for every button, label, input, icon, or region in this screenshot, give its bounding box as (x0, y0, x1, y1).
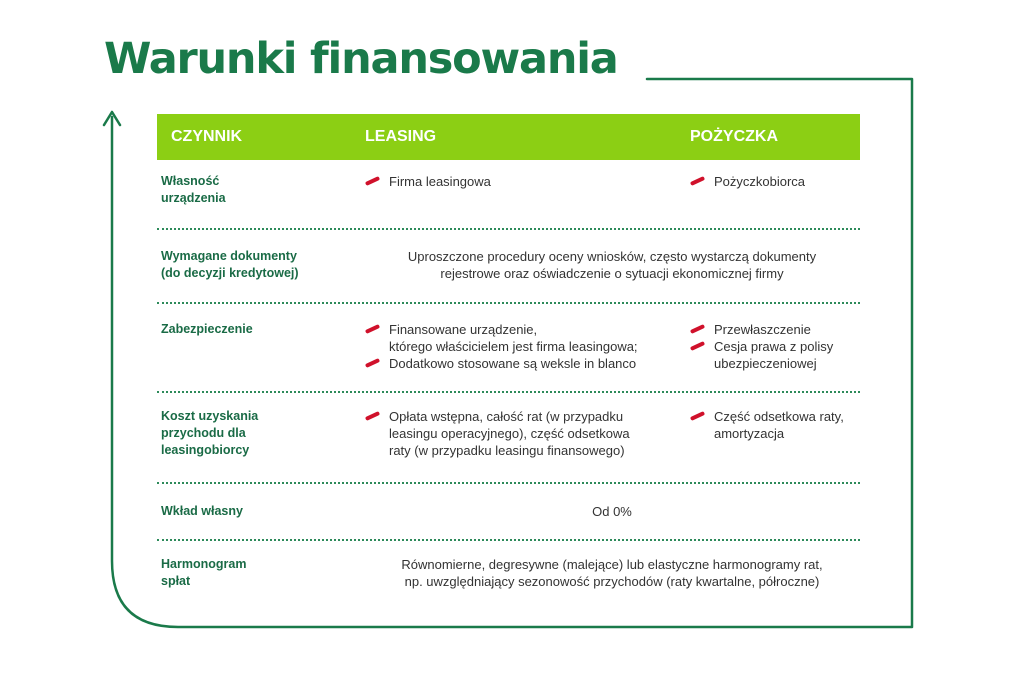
loan-cell (690, 408, 865, 442)
list-item: Część odsetkowa raty, amortyzacja (690, 408, 865, 442)
shared-cell: Uproszczone procedury oceny wniosków, często wystarczą dokumenty rejestrowe oraz oświadczenie o sytuacji ekonomicznej firmy (407, 249, 817, 281)
shared-cell: Od 0% (592, 504, 632, 519)
table-row (157, 541, 860, 601)
column-header-factor: CZYNNIK (171, 128, 243, 145)
red-dash-icon (690, 411, 705, 421)
table-row (157, 160, 860, 230)
leasing-cell (365, 408, 665, 459)
red-dash-icon (690, 176, 705, 186)
row-label: Koszt uzyskania przychodu dla leasingobiorcy (161, 409, 259, 457)
list-item: Pożyczkobiorca (690, 173, 865, 190)
row-label: Zabezpieczenie (161, 322, 253, 336)
red-dash-icon (690, 341, 705, 351)
shared-cell: Równomierne, degresywne (malejące) lub elastyczne harmonogramy rat, np. uwzględniający sezonowość przychodów (raty kwartalne, półroczne) (401, 557, 823, 589)
leasing-cell (365, 173, 665, 190)
list-item: Cesja prawa z polisy ubezpieczeniowej (690, 338, 865, 372)
red-dash-icon (365, 411, 380, 421)
row-label: Harmonogram spłat (161, 557, 247, 588)
row-label: Wkład własny (161, 504, 243, 518)
list-item: Dodatkowo stosowane są weksle in blanco (365, 355, 665, 372)
column-header-leasing: LEASING (365, 128, 437, 145)
financing-table (157, 114, 860, 601)
page-title: Warunki finansowania (104, 34, 618, 84)
list-item: Firma leasingowa (365, 173, 665, 190)
table-row (157, 304, 860, 393)
column-header-loan: POŻYCZKA (690, 128, 778, 145)
leasing-cell (365, 321, 665, 372)
loan-cell (690, 321, 865, 372)
row-label: Wymagane dokumenty (do decyzji kredytowej) (161, 249, 299, 280)
list-item: Opłata wstępna, całość rat (w przypadku leasingu operacyjnego), część odsetkowa raty (w przypadku leasingu finansowego) (365, 408, 665, 459)
table-header (157, 114, 860, 160)
table-row (157, 484, 860, 541)
row-label: Własność urządzenia (161, 174, 226, 205)
list-item: Przewłaszczenie (690, 321, 865, 338)
red-dash-icon (365, 176, 380, 186)
list-item: Finansowane urządzenie, którego właścicielem jest firma leasingowa; (365, 321, 665, 355)
red-dash-icon (690, 324, 705, 334)
red-dash-icon (365, 324, 380, 334)
table-row (157, 230, 860, 304)
table-row (157, 393, 860, 484)
loan-cell (690, 173, 865, 190)
red-dash-icon (365, 358, 380, 368)
